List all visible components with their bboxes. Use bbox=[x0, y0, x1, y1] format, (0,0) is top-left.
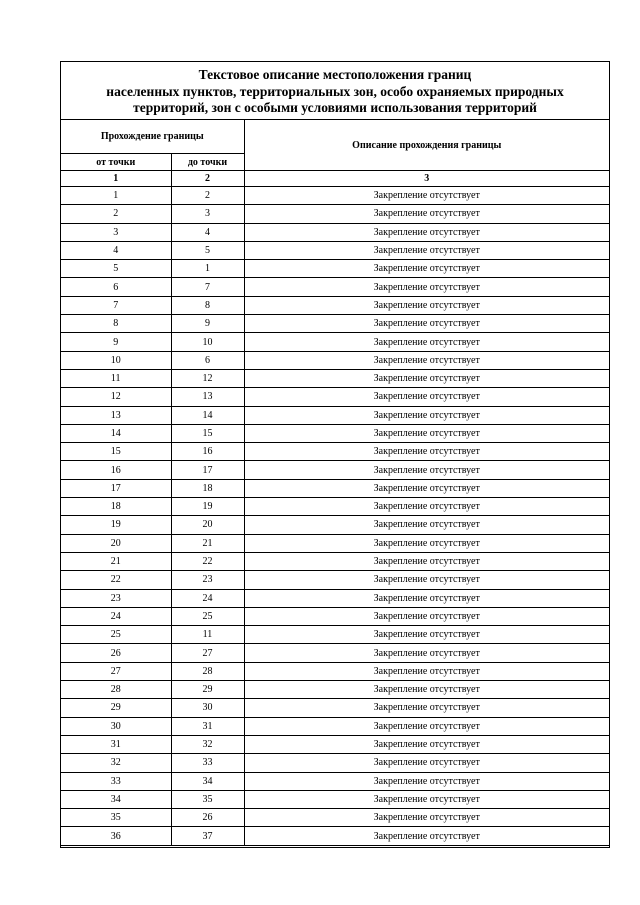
table-row bbox=[61, 644, 609, 662]
header-num-1: 1 bbox=[61, 171, 171, 187]
cell-from: 15 bbox=[61, 443, 171, 461]
cell-from: 33 bbox=[61, 772, 171, 790]
cell-desc: Закрепление отсутствует bbox=[244, 223, 609, 241]
title-line-3: территорий, зон с особыми условиями использования территорий bbox=[133, 100, 537, 116]
cell-desc: Закрепление отсутствует bbox=[244, 827, 609, 845]
cell-desc: Закрепление отсутствует bbox=[244, 809, 609, 827]
cell-from: 7 bbox=[61, 296, 171, 314]
cell-desc: Закрепление отсутствует bbox=[244, 498, 609, 516]
cell-to: 7 bbox=[171, 278, 244, 296]
table-row bbox=[61, 772, 609, 790]
cell-from: 18 bbox=[61, 498, 171, 516]
cell-from: 21 bbox=[61, 552, 171, 570]
table-row bbox=[61, 662, 609, 680]
cell-from: 13 bbox=[61, 406, 171, 424]
cell-to: 12 bbox=[171, 369, 244, 387]
cell-from: 5 bbox=[61, 260, 171, 278]
table-row bbox=[61, 461, 609, 479]
cell-to: 27 bbox=[171, 644, 244, 662]
table-row bbox=[61, 516, 609, 534]
cell-desc: Закрепление отсутствует bbox=[244, 516, 609, 534]
table-row bbox=[61, 406, 609, 424]
cell-from: 25 bbox=[61, 626, 171, 644]
table-row bbox=[61, 809, 609, 827]
cell-desc: Закрепление отсутствует bbox=[244, 479, 609, 497]
cell-to: 17 bbox=[171, 461, 244, 479]
cell-desc: Закрепление отсутствует bbox=[244, 461, 609, 479]
boundary-table bbox=[61, 119, 609, 846]
cell-from: 32 bbox=[61, 754, 171, 772]
cell-from: 31 bbox=[61, 735, 171, 753]
table-row bbox=[61, 205, 609, 223]
cell-to: 37 bbox=[171, 827, 244, 845]
cell-to: 14 bbox=[171, 406, 244, 424]
cell-desc: Закрепление отсутствует bbox=[244, 681, 609, 699]
table-row bbox=[61, 735, 609, 753]
cell-from: 9 bbox=[61, 333, 171, 351]
cell-desc: Закрепление отсутствует bbox=[244, 699, 609, 717]
cell-desc: Закрепление отсутствует bbox=[244, 552, 609, 570]
cell-to: 4 bbox=[171, 223, 244, 241]
cell-to: 32 bbox=[171, 735, 244, 753]
table-row bbox=[61, 571, 609, 589]
title-line-1: Текстовое описание местоположения границ bbox=[198, 67, 472, 83]
cell-to: 22 bbox=[171, 552, 244, 570]
table-body bbox=[61, 187, 609, 846]
cell-desc: Закрепление отсутствует bbox=[244, 424, 609, 442]
cell-desc: Закрепление отсутствует bbox=[244, 571, 609, 589]
cell-from: 20 bbox=[61, 534, 171, 552]
cell-from: 30 bbox=[61, 717, 171, 735]
table-row bbox=[61, 607, 609, 625]
table-row bbox=[61, 424, 609, 442]
table-row bbox=[61, 315, 609, 333]
cell-to: 6 bbox=[171, 351, 244, 369]
cell-from: 10 bbox=[61, 351, 171, 369]
table-row bbox=[61, 369, 609, 387]
cell-desc: Закрепление отсутствует bbox=[244, 443, 609, 461]
cell-desc: Закрепление отсутствует bbox=[244, 369, 609, 387]
cell-desc: Закрепление отсутствует bbox=[244, 187, 609, 205]
table-row bbox=[61, 681, 609, 699]
cell-from: 35 bbox=[61, 809, 171, 827]
cell-to: 29 bbox=[171, 681, 244, 699]
cell-to: 9 bbox=[171, 315, 244, 333]
table-row bbox=[61, 187, 609, 205]
cell-to: 8 bbox=[171, 296, 244, 314]
table-row bbox=[61, 479, 609, 497]
header-to: до точки bbox=[171, 154, 244, 171]
cell-from: 1 bbox=[61, 187, 171, 205]
header-from: от точки bbox=[61, 154, 171, 171]
table-row bbox=[61, 223, 609, 241]
cell-desc: Закрепление отсутствует bbox=[244, 406, 609, 424]
table-row bbox=[61, 699, 609, 717]
cell-desc: Закрепление отсутствует bbox=[244, 772, 609, 790]
cell-desc: Закрепление отсутствует bbox=[244, 754, 609, 772]
cell-desc: Закрепление отсутствует bbox=[244, 644, 609, 662]
cell-from: 26 bbox=[61, 644, 171, 662]
table-row bbox=[61, 241, 609, 259]
cell-to: 3 bbox=[171, 205, 244, 223]
cell-to: 30 bbox=[171, 699, 244, 717]
cell-from: 14 bbox=[61, 424, 171, 442]
cell-desc: Закрепление отсутствует bbox=[244, 735, 609, 753]
document-title bbox=[61, 62, 609, 119]
cell-desc: Закрепление отсутствует bbox=[244, 278, 609, 296]
cell-to: 16 bbox=[171, 443, 244, 461]
cell-desc: Закрепление отсутствует bbox=[244, 241, 609, 259]
table-row bbox=[61, 790, 609, 808]
cell-desc: Закрепление отсутствует bbox=[244, 333, 609, 351]
cell-to: 2 bbox=[171, 187, 244, 205]
table-row bbox=[61, 717, 609, 735]
cell-to: 25 bbox=[171, 607, 244, 625]
cell-to: 24 bbox=[171, 589, 244, 607]
cell-to: 10 bbox=[171, 333, 244, 351]
cell-from: 22 bbox=[61, 571, 171, 589]
table-row bbox=[61, 754, 609, 772]
cell-to: 19 bbox=[171, 498, 244, 516]
cell-from: 19 bbox=[61, 516, 171, 534]
cell-desc: Закрепление отсутствует bbox=[244, 589, 609, 607]
cell-to: 33 bbox=[171, 754, 244, 772]
cell-from: 3 bbox=[61, 223, 171, 241]
cell-from: 34 bbox=[61, 790, 171, 808]
cell-desc: Закрепление отсутствует bbox=[244, 662, 609, 680]
cell-from: 6 bbox=[61, 278, 171, 296]
cell-to: 35 bbox=[171, 790, 244, 808]
cell-from: 11 bbox=[61, 369, 171, 387]
cell-to: 23 bbox=[171, 571, 244, 589]
cell-desc: Закрепление отсутствует bbox=[244, 296, 609, 314]
document-frame bbox=[60, 61, 610, 848]
title-line-2: населенных пунктов, территориальных зон, особо охраняемых природных bbox=[106, 83, 564, 99]
cell-desc: Закрепление отсутствует bbox=[244, 351, 609, 369]
cell-from: 28 bbox=[61, 681, 171, 699]
cell-desc: Закрепление отсутствует bbox=[244, 260, 609, 278]
cell-from: 24 bbox=[61, 607, 171, 625]
table-row bbox=[61, 534, 609, 552]
cell-desc: Закрепление отсутствует bbox=[244, 388, 609, 406]
cell-from: 12 bbox=[61, 388, 171, 406]
cell-to: 11 bbox=[171, 626, 244, 644]
cell-to: 20 bbox=[171, 516, 244, 534]
table-row bbox=[61, 333, 609, 351]
cell-from: 4 bbox=[61, 241, 171, 259]
cell-to: 26 bbox=[171, 809, 244, 827]
cell-desc: Закрепление отсутствует bbox=[244, 315, 609, 333]
cell-to: 5 bbox=[171, 241, 244, 259]
cell-to: 18 bbox=[171, 479, 244, 497]
table-row bbox=[61, 827, 609, 845]
table-row bbox=[61, 351, 609, 369]
cell-to: 31 bbox=[171, 717, 244, 735]
cell-to: 1 bbox=[171, 260, 244, 278]
cell-from: 27 bbox=[61, 662, 171, 680]
cell-from: 8 bbox=[61, 315, 171, 333]
cell-to: 15 bbox=[171, 424, 244, 442]
cell-from: 29 bbox=[61, 699, 171, 717]
cell-to: 13 bbox=[171, 388, 244, 406]
cell-desc: Закрепление отсутствует bbox=[244, 534, 609, 552]
header-description: Описание прохождения границы bbox=[244, 120, 609, 171]
table-row bbox=[61, 552, 609, 570]
table-row bbox=[61, 260, 609, 278]
cell-desc: Закрепление отсутствует bbox=[244, 626, 609, 644]
cell-desc: Закрепление отсутствует bbox=[244, 607, 609, 625]
cell-from: 17 bbox=[61, 479, 171, 497]
table-row bbox=[61, 278, 609, 296]
cell-desc: Закрепление отсутствует bbox=[244, 717, 609, 735]
table-row bbox=[61, 388, 609, 406]
table-row bbox=[61, 296, 609, 314]
table-row bbox=[61, 443, 609, 461]
cell-from: 16 bbox=[61, 461, 171, 479]
cell-desc: Закрепление отсутствует bbox=[244, 205, 609, 223]
cell-to: 21 bbox=[171, 534, 244, 552]
cell-from: 36 bbox=[61, 827, 171, 845]
cell-desc: Закрепление отсутствует bbox=[244, 790, 609, 808]
cell-to: 28 bbox=[171, 662, 244, 680]
cell-from: 23 bbox=[61, 589, 171, 607]
header-passage: Прохождение границы bbox=[61, 120, 244, 154]
cell-to: 34 bbox=[171, 772, 244, 790]
cell-from: 2 bbox=[61, 205, 171, 223]
table-row bbox=[61, 626, 609, 644]
table-row bbox=[61, 498, 609, 516]
header-num-3: 3 bbox=[244, 171, 609, 187]
header-num-2: 2 bbox=[171, 171, 244, 187]
table-row bbox=[61, 589, 609, 607]
